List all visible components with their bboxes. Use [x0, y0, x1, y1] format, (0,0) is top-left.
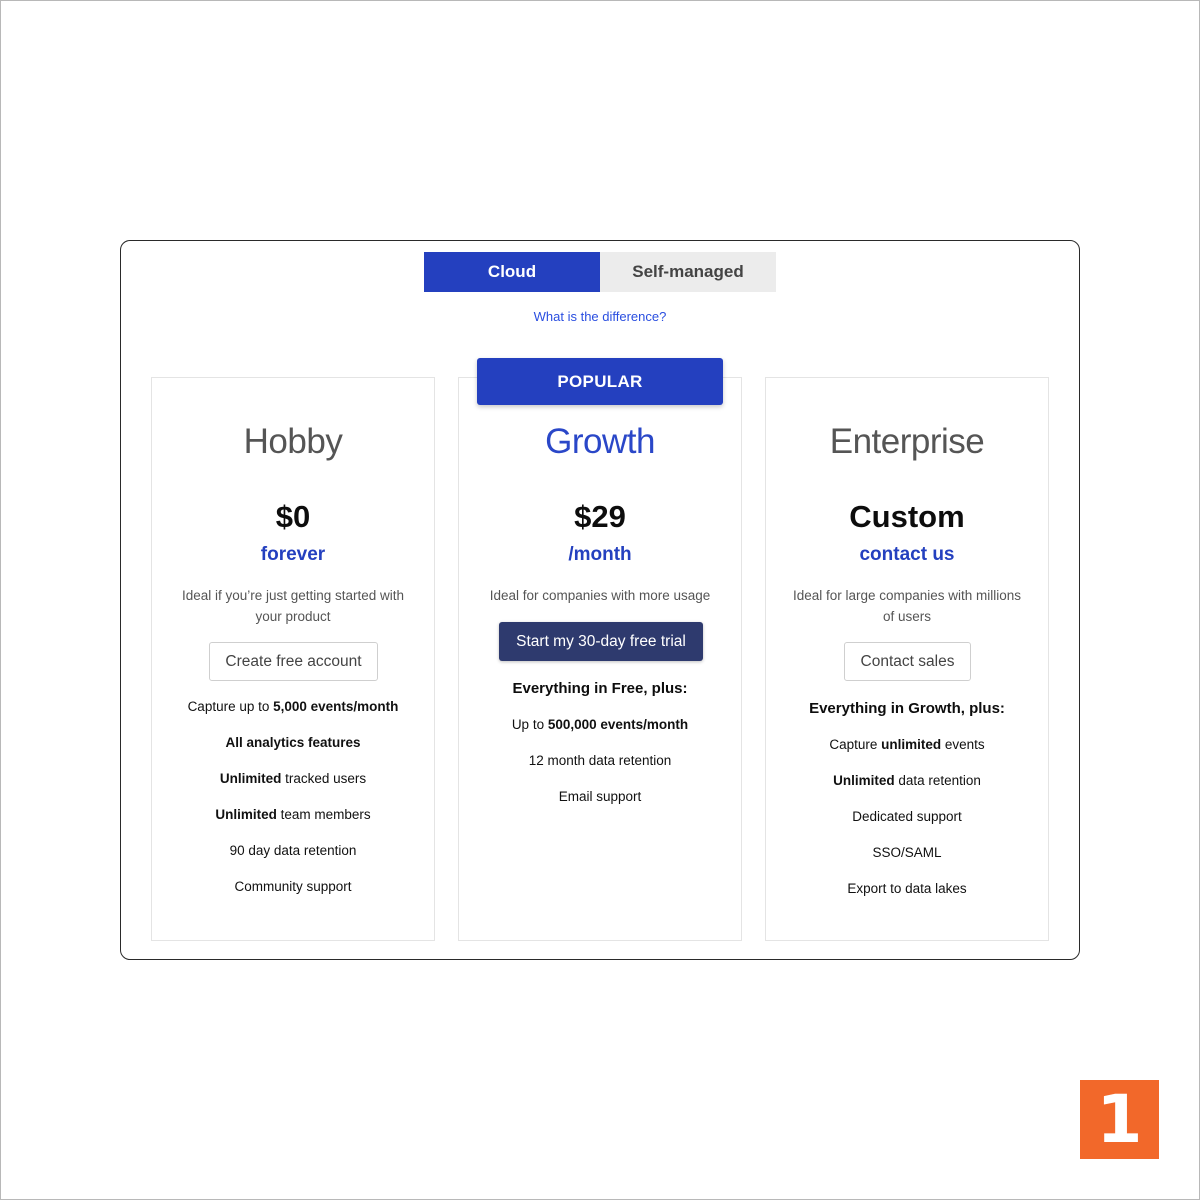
plan-price: $29	[574, 499, 626, 534]
plan-description: Ideal if you’re just getting started with your product	[181, 588, 405, 624]
plan-card-enterprise	[765, 377, 1049, 941]
plan-name: Hobby	[243, 422, 343, 461]
toggle-cloud[interactable]: Cloud	[424, 252, 600, 292]
plan-price: $0	[275, 499, 311, 534]
pricing-panel	[120, 240, 1080, 960]
plan-description: Ideal for companies with more usage	[489, 588, 711, 603]
brand-number-badge: 1	[1080, 1080, 1159, 1159]
feature-item: 90 day data retention	[229, 843, 357, 858]
feature-list	[459, 716, 741, 824]
plan-period: /month	[568, 544, 632, 565]
difference-link[interactable]: What is the difference?	[533, 309, 667, 324]
feature-item: Capture up to 5,000 events/month	[187, 699, 399, 714]
feature-item: Up to 500,000 events/month	[511, 717, 689, 732]
plan-name: Enterprise	[829, 422, 985, 461]
plan-card-growth	[458, 377, 742, 941]
feature-item: SSO/SAML	[872, 845, 942, 860]
start-free-trial-button[interactable]: Start my 30-day free trial	[499, 622, 703, 661]
plan-price: Custom	[849, 499, 965, 534]
deployment-toggle	[424, 252, 776, 292]
plan-card-hobby	[151, 377, 435, 941]
features-heading: Everything in Growth, plus:	[809, 700, 1005, 717]
feature-item: Email support	[558, 789, 642, 804]
features-heading: Everything in Free, plus:	[512, 680, 688, 697]
contact-sales-button[interactable]: Contact sales	[844, 642, 971, 681]
feature-item: Dedicated support	[852, 809, 962, 824]
feature-list	[766, 736, 1048, 916]
plan-name: Growth	[545, 422, 655, 461]
feature-item: Unlimited tracked users	[219, 771, 367, 786]
plan-period: forever	[260, 544, 326, 565]
create-free-account-button[interactable]: Create free account	[209, 642, 378, 681]
toggle-self-managed[interactable]: Self-managed	[600, 252, 776, 292]
feature-item: Community support	[234, 879, 352, 894]
feature-item: All analytics features	[225, 735, 361, 750]
feature-item: Export to data lakes	[847, 881, 967, 896]
popular-badge: POPULAR	[477, 358, 723, 405]
feature-item: Unlimited data retention	[833, 773, 981, 788]
contact-us-link[interactable]: contact us	[859, 544, 955, 565]
feature-item: Capture unlimited events	[829, 737, 985, 752]
feature-item: 12 month data retention	[528, 753, 672, 768]
feature-item: Unlimited team members	[215, 807, 371, 822]
plan-description: Ideal for large companies with millions of users	[792, 588, 1022, 624]
feature-list	[152, 698, 434, 914]
